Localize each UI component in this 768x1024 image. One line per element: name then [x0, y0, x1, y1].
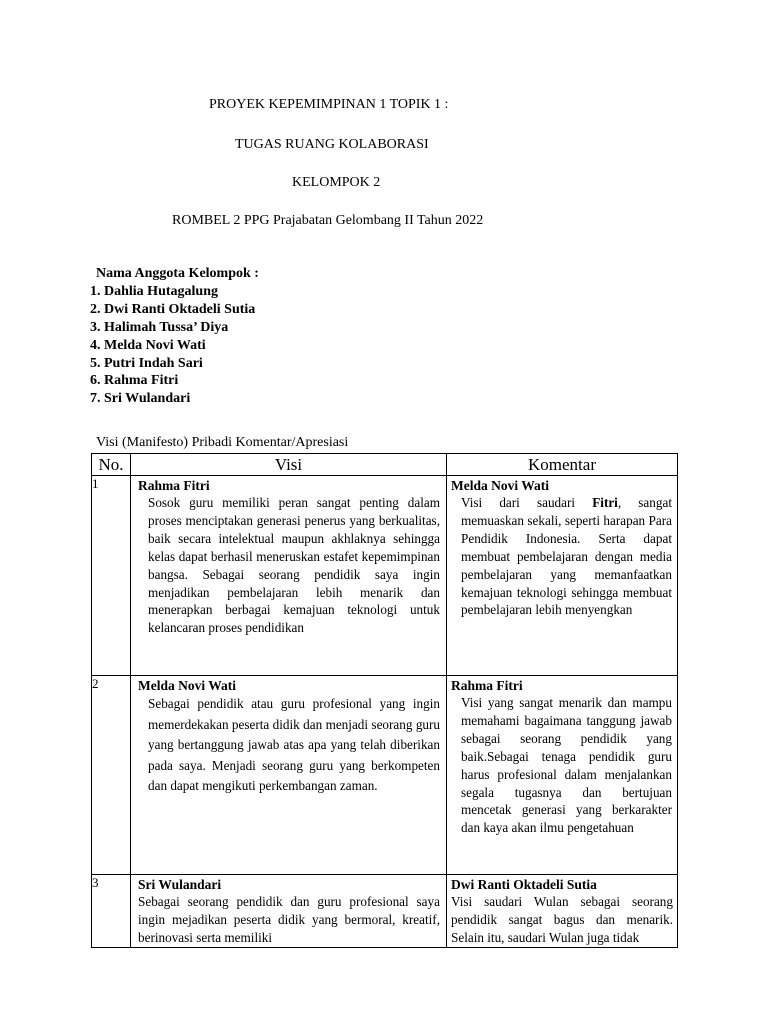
- member-item: 4. Melda Novi Wati: [90, 337, 206, 353]
- table-caption: Visi (Manifesto) Pribadi Komentar/Apresiasi: [96, 435, 349, 450]
- komentar-text: Visi saudari Wulan sebagai seorang pendidik sangat bagus dan menarik. Selain itu, saudari Wulan juga tidak: [451, 894, 673, 945]
- visi-text: Sosok guru memiliki peran sangat penting dalam proses menciptakan generasi penerus yang berkualitas, baik secara intelektual maupun akhlaknya sehingga kelas dapat berhasil meneruskan estafet kepemimpinan bangsa. Sebagai seorang pendidik saya ingin menjadikan pembelajaran lebih menarik dan menerapkan berbagai kemajuan teknologi untuk kelancaran proses pendidikan: [148, 495, 440, 636]
- row-number: 1: [92, 476, 131, 676]
- member-list: [90, 265, 259, 408]
- komentar-author: Dwi Ranti Oktadeli Sutia: [451, 877, 597, 892]
- visi-author: Melda Novi Wati: [138, 678, 237, 693]
- col-header-visi: Visi: [131, 454, 447, 476]
- komentar-text: Visi dari saudari Fitri, sangat memuaskan sekali, seperti harapan Para Pendidik Indonesia. Serta dapat membuat pembelajaran dengan media pembelajaran yang memanfaatkan kemajuan teknologi sehingga membuat pembelajaran lebih menyengkan: [461, 495, 672, 618]
- row-number: 3: [92, 875, 131, 948]
- member-item: 2. Dwi Ranti Oktadeli Sutia: [90, 301, 256, 317]
- komentar-text: Visi yang sangat menarik dan mampu memahami bagaimana tanggung jawab sebagai seorang pendidik yang baik.Sebagai tenaga pendidik guru harus profesional dalam menjalankan segala tugasnya dan bertujuan mencetak generasi yang berkarakter dan kaya akan ilmu pengetahuan: [461, 695, 672, 836]
- visi-cell: [131, 476, 447, 676]
- col-header-no: No.: [92, 454, 131, 476]
- heading-rombel: ROMBEL 2 PPG Prajabatan Gelombang II Tahun 2022: [172, 213, 484, 228]
- vision-comment-table: [91, 453, 678, 948]
- table-row: [92, 476, 678, 676]
- komentar-cell: [447, 476, 678, 676]
- table-header-row: [92, 454, 678, 476]
- visi-text: Sebagai pendidik atau guru profesional yang ingin memerdekakan peserta didik dan menjadi seorang guru yang bertanggung jawab atas apa yang telah diberikan pada saya. Menjadi seorang guru yang berkompeten dan dapat mengikuti perkembangan zaman.: [148, 696, 440, 793]
- heading-task: TUGAS RUANG KOLABORASI: [235, 137, 429, 152]
- visi-cell: [131, 676, 447, 875]
- komentar-cell: [447, 676, 678, 875]
- row-number: 2: [92, 676, 131, 875]
- member-list-title: Nama Anggota Kelompok :: [96, 266, 259, 281]
- visi-author: Rahma Fitri: [138, 478, 210, 493]
- visi-author: Sri Wulandari: [138, 877, 222, 892]
- heading-project: PROYEK KEPEMIMPINAN 1 TOPIK 1 :: [209, 97, 449, 112]
- visi-cell: [131, 875, 447, 948]
- komentar-author: Rahma Fitri: [451, 678, 523, 693]
- table-row: [92, 875, 678, 948]
- member-item: 5. Putri Indah Sari: [90, 355, 203, 371]
- visi-text: Sebagai seorang pendidik dan guru profesional saya ingin mejadikan peserta didik yang bermoral, kreatif, berinovasi serta memiliki: [138, 894, 440, 945]
- member-item: 1. Dahlia Hutagalung: [90, 283, 218, 299]
- komentar-author: Melda Novi Wati: [451, 478, 550, 493]
- member-item: 6. Rahma Fitri: [90, 373, 179, 389]
- heading-group: KELOMPOK 2: [292, 175, 381, 190]
- table-row: [92, 676, 678, 875]
- komentar-cell: [447, 875, 678, 948]
- member-item: 7. Sri Wulandari: [90, 391, 191, 407]
- col-header-komentar: Komentar: [447, 454, 678, 476]
- member-item: 3. Halimah Tussa’ Diya: [90, 319, 229, 335]
